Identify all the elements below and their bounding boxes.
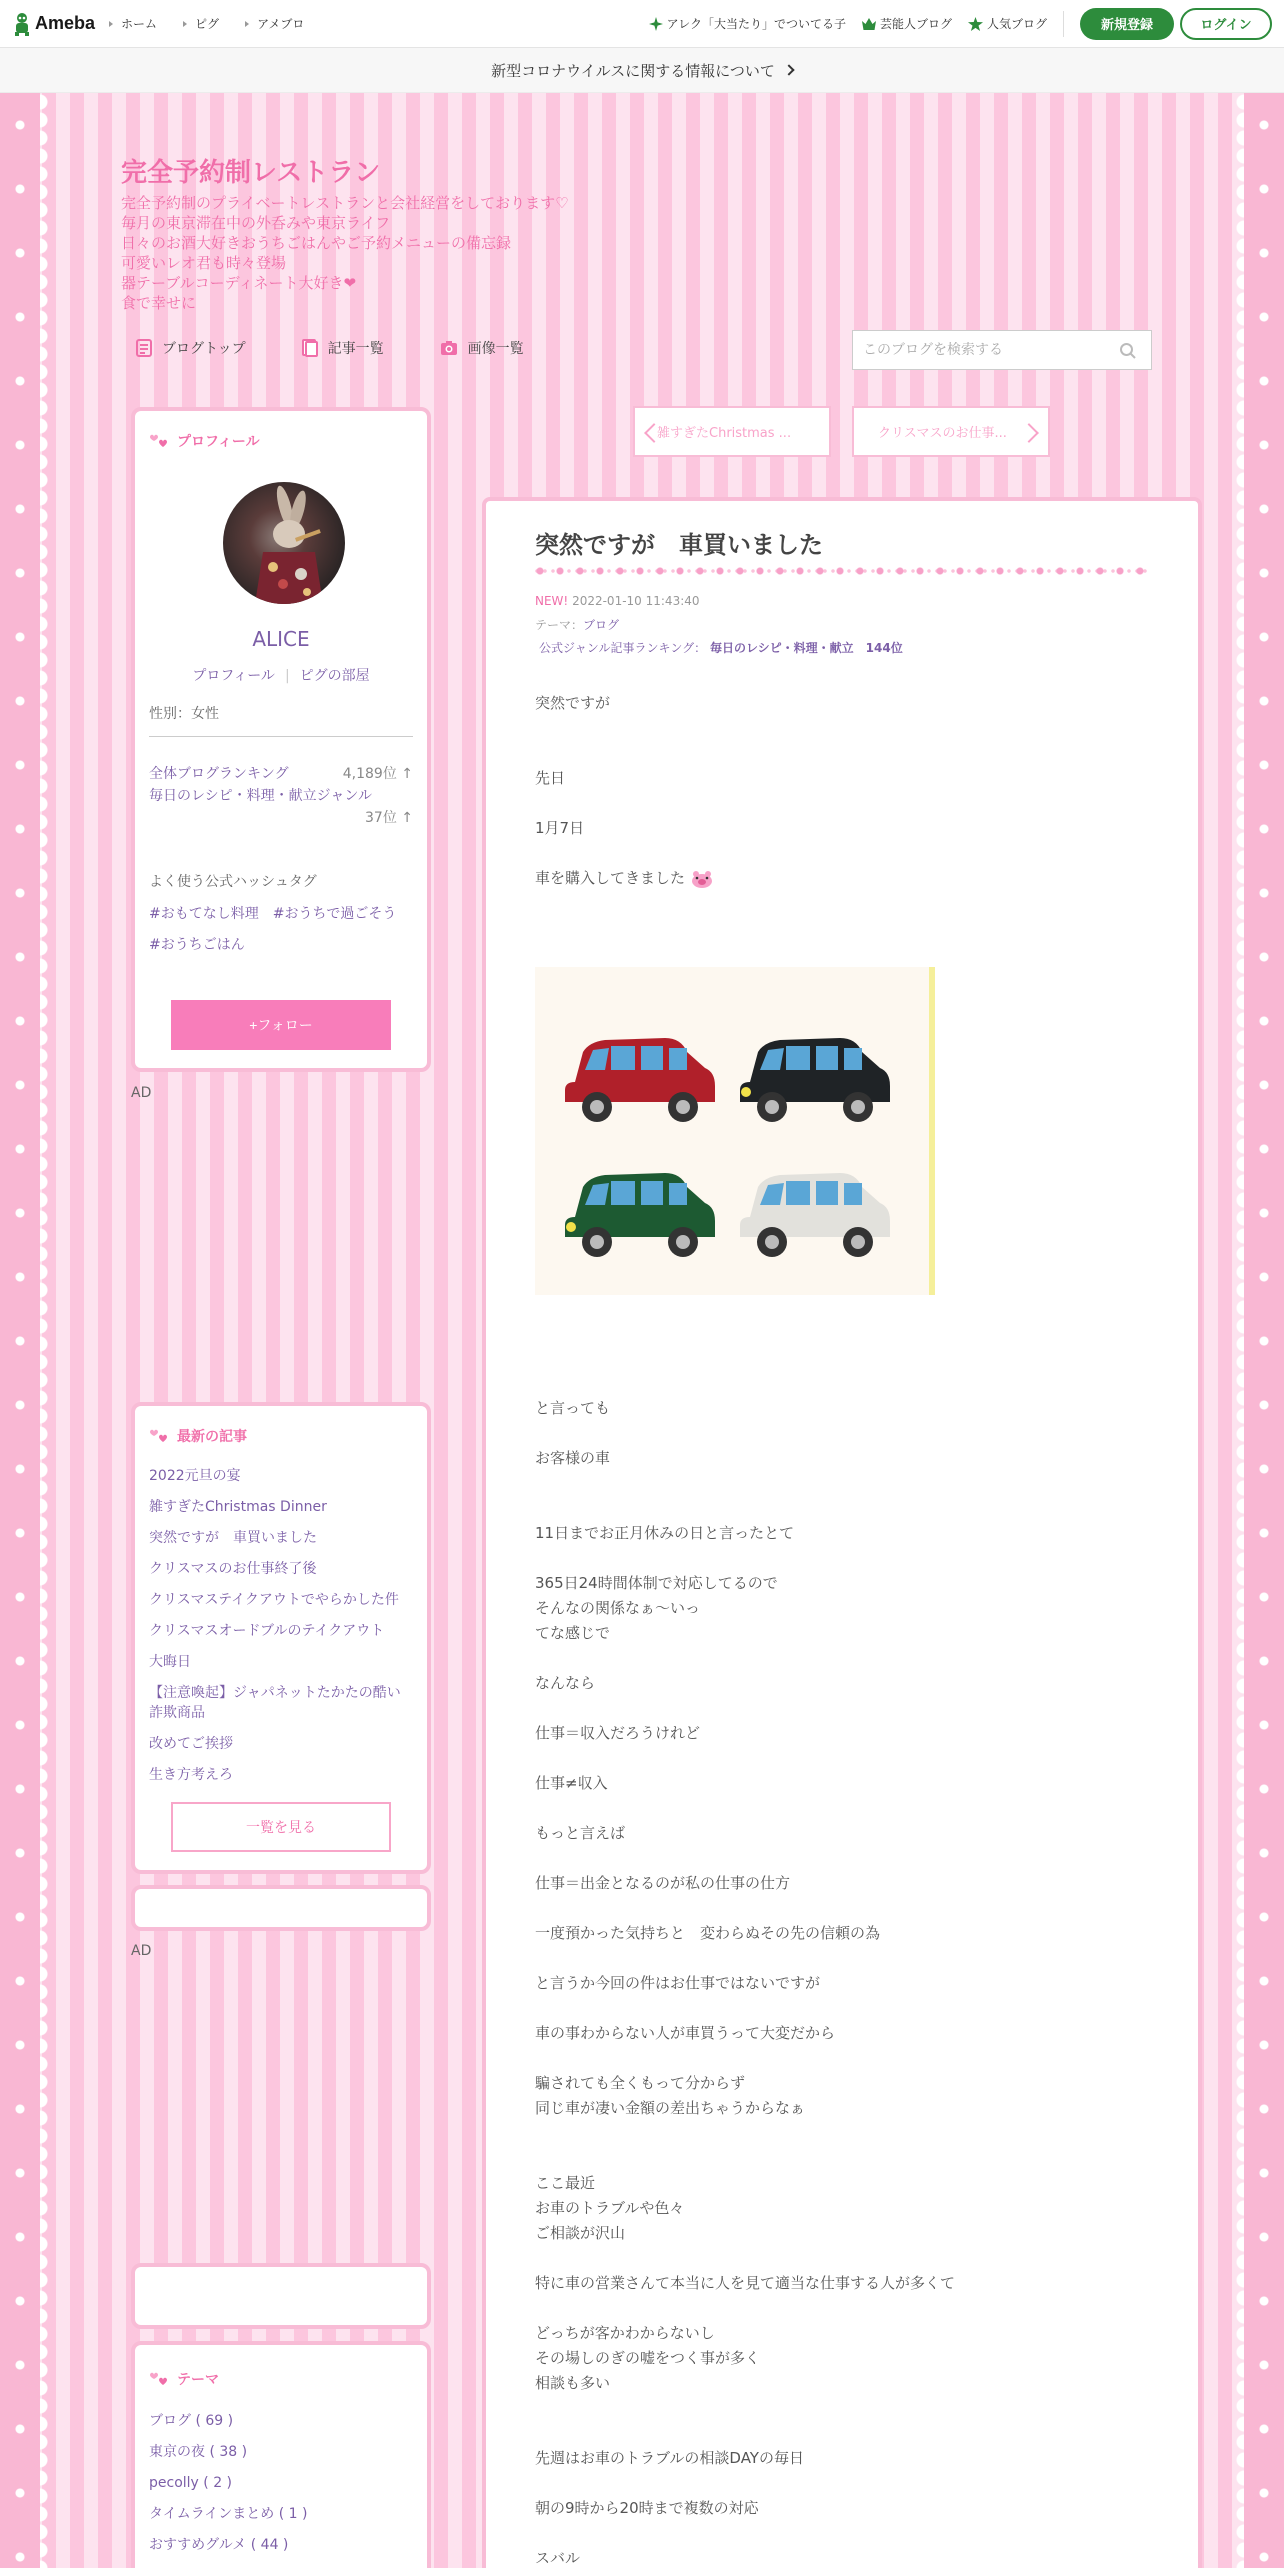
profile-ranking (149, 763, 413, 829)
blog-nav-list[interactable] (302, 338, 384, 358)
rank-value: 毎日のレシピ・料理・献立 144位 (709, 641, 903, 655)
rank-overall-value: 4,189位 ↑ (342, 766, 413, 782)
latest-item[interactable]: 突然ですが 車買いました (149, 1530, 317, 1546)
latest-item[interactable]: クリスマスのお仕事終了後 (149, 1561, 317, 1577)
cars-image (535, 967, 929, 1295)
article-meta (535, 594, 700, 608)
article-date: 2022-01-10 11:43:40 (572, 594, 700, 608)
chevron-right-icon (783, 64, 794, 75)
rabbit-avatar-image (223, 482, 345, 604)
pigu-room-link[interactable]: ピグの部屋 (299, 668, 370, 684)
list-icon (302, 339, 318, 357)
document-icon (136, 339, 152, 357)
article-body (535, 691, 1155, 891)
body-text: なんなら (535, 1674, 596, 1692)
body-text: 車を購入してきました (535, 869, 686, 887)
latest-item[interactable]: 改めてご挨拶 (149, 1736, 233, 1752)
blog-nav-images[interactable] (440, 338, 524, 358)
header-link-celebrity-label: 芸能人ブログ (879, 17, 952, 31)
body-text (535, 866, 1155, 891)
search-icon[interactable] (1119, 342, 1137, 360)
body-text: 仕事＝出金となるのが私の仕事の仕方 (535, 1874, 791, 1892)
body-text: 11日までお正月休みの日と言ったとて (535, 1524, 795, 1542)
desc-line: 可愛いレオ君も時々登場 (121, 254, 287, 272)
notice-text: 新型コロナウイルスに関する情報について (491, 61, 775, 80)
scallop-edge (1230, 93, 1244, 2568)
ad-label: AD (131, 1943, 152, 1959)
profile-name[interactable]: ALICE (252, 627, 310, 651)
blog-nav-top[interactable] (136, 338, 246, 358)
global-header (0, 0, 1284, 48)
header-link-alek[interactable] (649, 15, 846, 32)
right-decoration (1244, 93, 1284, 2568)
body-text: 相談も多い (535, 2374, 611, 2392)
nav-ameblo[interactable]: アメブロ (245, 15, 304, 32)
header-link-popular-label: 人気ブログ (986, 17, 1047, 31)
theme-heading (149, 2369, 219, 2389)
blog-nav-list-label: 記事一覧 (327, 341, 384, 357)
pig-emoji-icon (690, 869, 714, 889)
body-text: 365日24時間体制で対応してるので (535, 1574, 778, 1592)
crown-icon (862, 18, 876, 30)
cars-illustration[interactable] (535, 967, 935, 1295)
latest-posts-box (131, 1402, 431, 1874)
blog-search-input[interactable] (853, 342, 1103, 358)
body-text: そんなの関係なぁ〜いっ (535, 1599, 701, 1617)
theme-heading-label: テーマ (177, 2372, 219, 2388)
desc-line: 毎月の東京滞在中の外呑みや東京ライフ (121, 214, 391, 232)
body-text: もっと言えば (535, 1824, 626, 1842)
blog-title[interactable]: 完全予約制レストラン (121, 158, 381, 188)
hearts-icon (149, 433, 171, 449)
left-decoration (0, 93, 40, 2568)
camera-icon (440, 340, 458, 356)
body-text: 先日 (535, 769, 566, 787)
blog-search (852, 330, 1152, 370)
prev-post-title: 雑すぎたChristmas ... (657, 426, 792, 441)
body-text: 一度預かった気持ちと 変わらぬその先の信頼の為 (535, 1924, 881, 1942)
new-badge: NEW! (535, 594, 569, 608)
article (482, 497, 1202, 2568)
star-icon (968, 17, 983, 31)
hearts-icon (149, 2371, 171, 2387)
latest-item[interactable]: 2022元旦の宴 (149, 1468, 241, 1484)
desc-line: 日々のお酒大好きおうちごはんやご予約メニューの備忘録 (121, 234, 512, 252)
rank-genre-label[interactable]: 毎日のレシピ・料理・献立ジャンル (149, 788, 373, 804)
empty-widget (131, 1885, 431, 1931)
avatar[interactable] (223, 482, 345, 604)
body-text: お客様の車 (535, 1449, 611, 1467)
hearts-pattern (1252, 93, 1276, 2568)
article-ranking[interactable] (539, 639, 903, 656)
latest-item[interactable]: 雑すぎたChristmas Dinner (149, 1499, 327, 1515)
blog-description (121, 193, 569, 313)
sparkle-icon (649, 17, 663, 31)
theme-box (131, 2341, 431, 2568)
theme-item[interactable]: 東京の夜 ( 38 ) (149, 2444, 248, 2460)
rank-genre-value: 37位 ↑ (365, 810, 413, 826)
chevron-right-icon (1019, 423, 1039, 443)
latest-heading-label: 最新の記事 (177, 1429, 247, 1445)
divider (149, 736, 413, 737)
body-text: ご相談が沢山 (535, 2224, 626, 2242)
desc-line: 食で幸せに (121, 294, 197, 312)
body-text: 突然ですが (535, 694, 611, 712)
header-divider (1063, 11, 1064, 37)
nav-pigu[interactable]: ピグ (183, 15, 219, 32)
next-post-link[interactable] (852, 406, 1050, 457)
body-text: 特に車の営業さんて本当に人を見て適当な仕事する人が多くて (535, 2274, 956, 2292)
latest-item[interactable]: 大晦日 (149, 1654, 191, 1670)
body-text: てな感じで (535, 1624, 611, 1642)
body-text: 1月7日 (535, 819, 585, 837)
theme-item[interactable]: おすすめグルメ ( 44 ) (149, 2537, 289, 2553)
follow-button[interactable]: +フォロー (171, 1000, 391, 1050)
body-text: その場しのぎの嘘をつく事が多く (535, 2349, 761, 2367)
article-title[interactable]: 突然ですが 車買いました (535, 531, 823, 559)
rank-overall-label[interactable]: 全体ブログランキング (149, 766, 289, 782)
profile-links (135, 665, 427, 685)
latest-item[interactable]: クリスマスオードブルのテイクアウト (149, 1623, 385, 1639)
body-text: と言っても (535, 1399, 611, 1417)
body-text: と言うか今回の件はお仕事ではないですが (535, 1974, 821, 1992)
desc-line: 器テーブルコーディネート大好き❤︎ (121, 274, 357, 292)
theme-list (149, 2411, 307, 2566)
latest-item[interactable]: 【注意喚起】ジャパネットたかたの酷い詐欺商品 (149, 1685, 401, 1721)
body-text: 仕事＝収入だろうけれど (535, 1724, 701, 1742)
article-theme (535, 616, 619, 633)
blog-nav-top-label: ブログトップ (162, 341, 246, 357)
login-button[interactable]: ログイン (1180, 8, 1272, 40)
header-right (649, 8, 1284, 40)
next-post-title: クリスマスのお仕事... (878, 426, 1007, 441)
theme-label: テーマ： (535, 618, 584, 632)
hearts-icon (149, 1428, 171, 1444)
nav-home[interactable]: ホーム (109, 15, 157, 32)
empty-widget (131, 2263, 431, 2329)
logo-text: Ameba (35, 13, 96, 33)
header-link-alek-label: アレク「大当たり」でついてる子 (666, 17, 846, 31)
body-text: 先週はお車のトラブルの相談DAYの毎日 (535, 2449, 804, 2467)
profile-link[interactable]: プロフィール (192, 668, 275, 684)
see-all-button[interactable]: 一覧を見る (171, 1802, 391, 1852)
ameba-logo-icon (12, 12, 32, 36)
body-text: スバル (535, 2549, 581, 2567)
prev-post-link[interactable] (633, 406, 831, 457)
hashtag-heading: よく使う公式ハッシュタグ (149, 874, 317, 890)
theme-item[interactable]: ブログ ( 69 ) (149, 2413, 234, 2429)
desc-line: 完全予約制のプライベートレストランと会社経営をしております♡ (121, 194, 569, 212)
covid-notice-link[interactable] (0, 48, 1284, 93)
profile-box (131, 407, 431, 1072)
ad-label: AD (131, 1085, 152, 1101)
blog-nav-images-label: 画像一覧 (467, 341, 524, 357)
blog-nav (136, 338, 580, 358)
body-text: 同じ車が凄い金額の差出ちゃうからなぁ (535, 2099, 806, 2117)
header-link-popular[interactable] (968, 15, 1047, 32)
body-text: お車のトラブルや色々 (535, 2199, 685, 2217)
body-text: 騙されても全くもって分からず (535, 2074, 746, 2092)
latest-heading (149, 1426, 247, 1446)
ameba-logo[interactable] (12, 12, 95, 36)
profile-heading-label: プロフィール (177, 434, 260, 450)
rank-label: 公式ジャンル記事ランキング： (539, 641, 707, 655)
latest-item[interactable]: 生き方考えろ (149, 1767, 233, 1783)
body-text: 車の事わからない人が車買うって大変だから (535, 2024, 836, 2042)
signup-button[interactable]: 新規登録 (1080, 8, 1174, 40)
theme-link[interactable]: ブログ (583, 618, 620, 632)
body-text: 仕事≠収入 (535, 1774, 608, 1792)
hearts-divider (535, 566, 1147, 576)
profile-heading (149, 431, 260, 451)
scallop-edge (40, 93, 54, 2568)
body-text: ここ最近 (535, 2174, 596, 2192)
hashtag-list[interactable]: #おもてなし料理 #おうちで過ごそう #おうちごはん (149, 906, 411, 953)
hearts-pattern (8, 93, 32, 2568)
theme-item[interactable]: pecolly ( 2 ) (149, 2475, 233, 2491)
latest-list (149, 1466, 413, 1796)
separator: | (284, 668, 290, 684)
article-body-continued (535, 1396, 1155, 2568)
body-text: どっちが客かわからないし (535, 2324, 715, 2342)
theme-item[interactable]: タイムラインまとめ ( 1 ) (149, 2506, 308, 2522)
profile-gender: 性別：女性 (149, 706, 219, 722)
global-nav (109, 15, 330, 32)
latest-item[interactable]: クリスマステイクアウトでやらかした件 (149, 1592, 399, 1608)
body-text: 朝の9時から20時まで複数の対応 (535, 2499, 759, 2517)
header-link-celebrity[interactable] (862, 15, 952, 32)
